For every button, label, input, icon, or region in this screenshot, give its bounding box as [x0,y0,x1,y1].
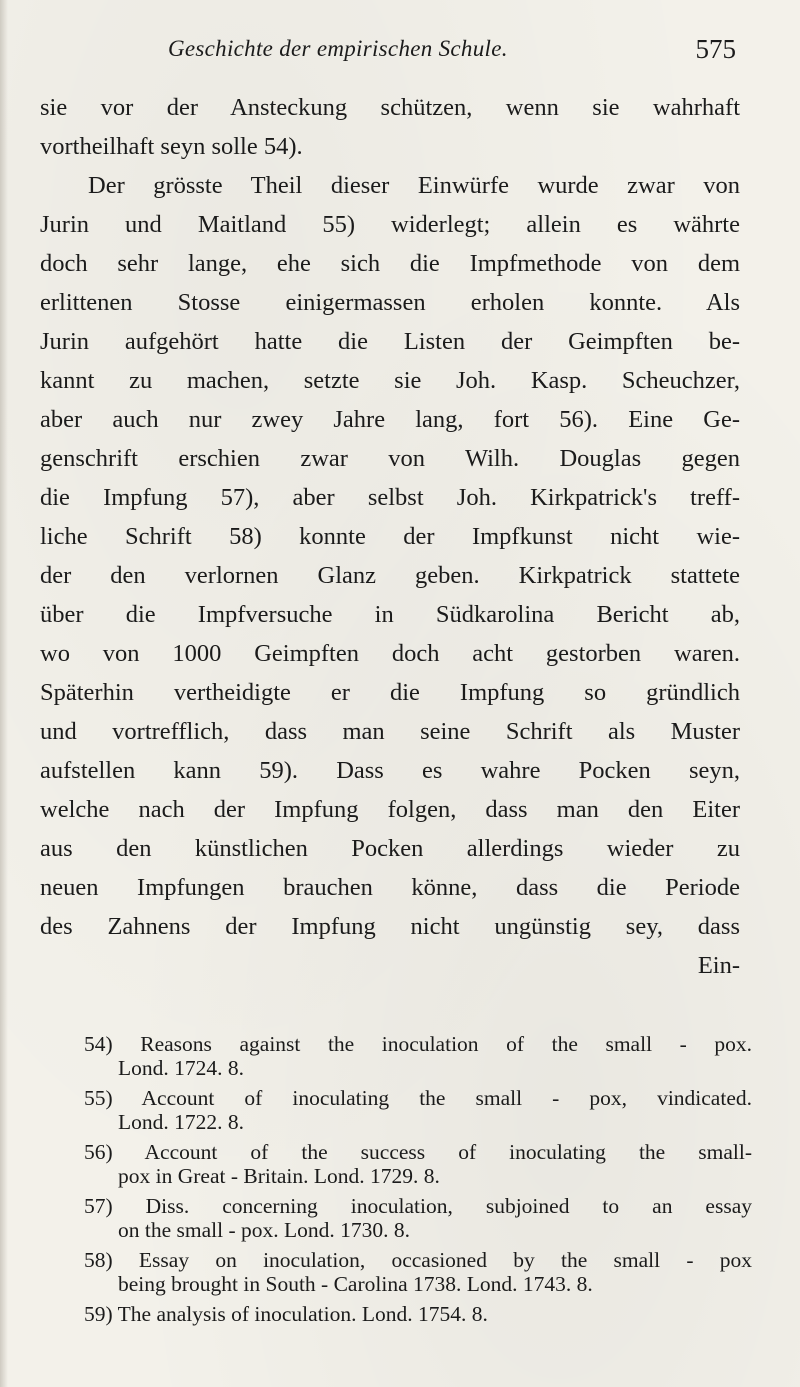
footnote-line: pox in Great - Britain. Lond. 1729. 8. [118,1164,440,1188]
footnote-line: on the small - pox. Lond. 1730. 8. [118,1218,411,1242]
text-line: Jurin und Maitland 55) widerlegt; allein es währte [40,211,740,238]
footnote-line: 58) Essay on inoculation, occasioned by the small - pox [84,1248,752,1272]
text-line: über die Impfversuche in Südkarolina Bericht ab, [40,601,740,628]
text-line: aus den künstlichen Pocken allerdings wieder zu [40,835,740,862]
text-line: sie vor der Ansteckung schützen, wenn sie wahrhaft [40,94,740,121]
footnote-line: Lond. 1724. 8. [118,1056,245,1080]
running-head [168,36,748,76]
text-line: kannt zu machen, setzte sie Joh. Kasp. Scheuchzer, [40,367,740,394]
page-number: 575 [695,34,736,64]
text-line: neuen Impfungen brauchen könne, dass die Periode [40,874,740,901]
footnote-line: 55) Account of inoculating the small - pox, vindicated. [84,1086,752,1110]
text-line: vortheilhaft seyn solle 54). [40,133,303,160]
text-line: doch sehr lange, ehe sich die Impfmethode von dem [40,250,740,277]
text-line: aber auch nur zwey Jahre lang, fort 56). Eine Ge- [40,406,740,433]
text-line: aufstellen kann 59). Dass es wahre Pocken seyn, [40,757,740,784]
text-line: und vortrefflich, dass man seine Schrift als Muster [40,718,740,745]
footnote-line: Lond. 1722. 8. [118,1110,245,1134]
footnote-line: being brought in South - Carolina 1738. Lond. 1743. 8. [118,1272,593,1296]
page-edge-shadow [0,0,8,1387]
footnote [84,1032,752,1080]
footnote-line: 54) Reasons against the inoculation of the small - pox. [84,1032,752,1056]
body-text [40,88,740,985]
footnote [84,1248,752,1296]
text-line: der den verlornen Glanz geben. Kirkpatrick stattete [40,562,740,589]
text-line: Jurin aufgehört hatte die Listen der Geimpften be- [40,328,740,355]
footnote [84,1086,752,1134]
text-line: genschrift erschien zwar von Wilh. Douglas gegen [40,445,740,472]
footnote-line: 56) Account of the success of inoculating the small- [84,1140,752,1164]
text-line: Späterhin vertheidigte er die Impfung so gründlich [40,679,740,706]
catchword: Ein- [697,952,740,979]
running-title: Geschichte der empirischen Schule. [168,36,508,61]
footnotes [84,1032,752,1326]
text-line: die Impfung 57), aber selbst Joh. Kirkpatrick's treff- [40,484,740,511]
footnote [84,1140,752,1188]
text-line: wo von 1000 Geimpften doch acht gestorben waren. [40,640,740,667]
text-line: welche nach der Impfung folgen, dass man den Eiter [40,796,740,823]
footnote [84,1302,752,1326]
footnote-line: 59) The analysis of inoculation. Lond. 1754. 8. [84,1302,488,1326]
footnote [84,1194,752,1242]
footnote-line: 57) Diss. concerning inoculation, subjoined to an essay [84,1194,752,1218]
text-line: des Zahnens der Impfung nicht ungünstig sey, dass [40,913,740,940]
text-line: Der grösste Theil dieser Einwürfe wurde zwar von [88,172,740,199]
text-line: liche Schrift 58) konnte der Impfkunst nicht wie- [40,523,740,550]
text-line: erlittenen Stosse einigermassen erholen konnte. Als [40,289,740,316]
